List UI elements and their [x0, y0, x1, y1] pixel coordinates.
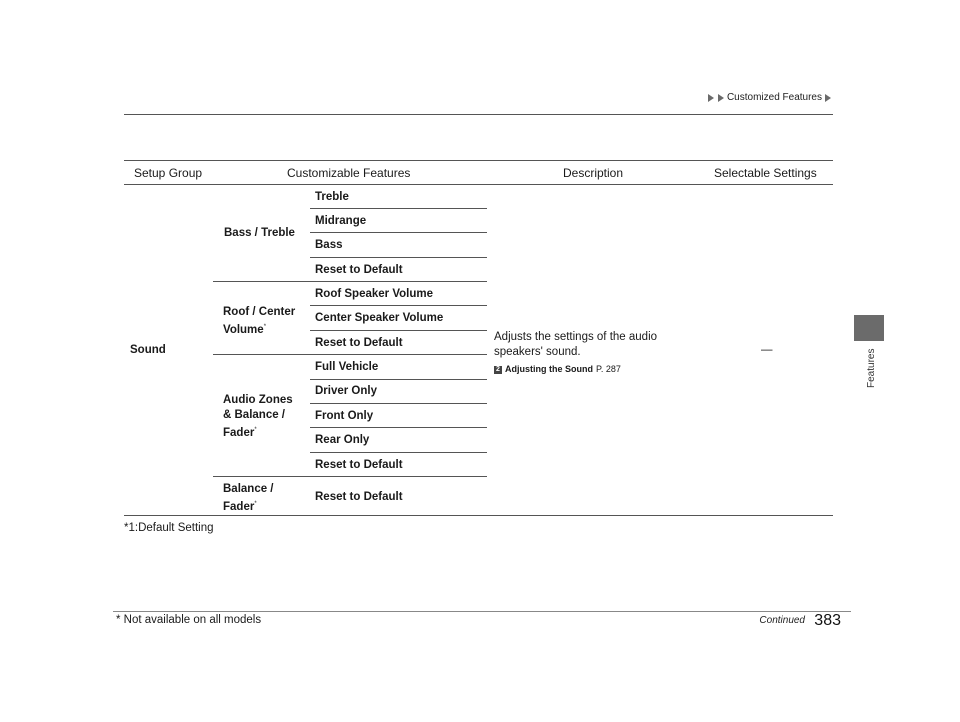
item-roof-speaker-volume: Roof Speaker Volume — [315, 288, 434, 300]
item-treble: Treble — [315, 191, 349, 203]
footer-rule — [113, 611, 851, 612]
item-reset-default: Reset to Default — [315, 459, 403, 471]
row-rule — [310, 305, 487, 306]
row-rule — [310, 330, 487, 331]
reference-icon: 2 — [494, 366, 502, 374]
item-front-only: Front Only — [315, 410, 374, 422]
footnote: *1:Default Setting — [124, 522, 214, 534]
reference-title[interactable]: Adjusting the Sound — [505, 364, 593, 374]
header-selectable-settings: Selectable Settings — [714, 166, 817, 180]
section-tab-label: Features — [866, 348, 877, 388]
group-rule — [213, 476, 487, 477]
table-bottom-rule — [124, 515, 833, 516]
page-number: 383 — [814, 612, 841, 629]
header-customizable-features: Customizable Features — [287, 166, 411, 180]
reference-page[interactable]: P. 287 — [596, 364, 621, 374]
row-rule — [310, 257, 487, 258]
continued-label: Continued — [759, 615, 805, 626]
subgroup-audio-zones: Audio Zones & Balance / Fader* — [223, 394, 293, 439]
row-rule — [310, 452, 487, 453]
section-tab — [854, 315, 884, 341]
item-driver-only: Driver Only — [315, 385, 377, 397]
row-rule — [310, 208, 487, 209]
description-cell — [494, 330, 689, 377]
item-full-vehicle: Full Vehicle — [315, 361, 379, 373]
header-setup-group: Setup Group — [134, 166, 203, 180]
item-reset-default: Reset to Default — [315, 491, 403, 503]
subgroup-balance-fader: Balance / Fader* — [223, 483, 274, 513]
description-text: Adjusts the settings of the audio speakers' sound. — [494, 331, 658, 358]
item-reset-default: Reset to Default — [315, 264, 403, 276]
subgroup-roof-center-volume: Roof / Center Volume* — [223, 306, 296, 336]
row-rule — [310, 427, 487, 428]
header-description: Description — [563, 166, 624, 180]
arrow-icon — [708, 94, 714, 102]
row-rule — [310, 379, 487, 380]
selectable-settings-value: — — [761, 344, 773, 356]
item-reset-default: Reset to Default — [315, 337, 403, 349]
item-midrange: Midrange — [315, 215, 367, 227]
item-bass: Bass — [315, 239, 343, 251]
group-rule — [213, 354, 487, 355]
arrow-icon — [825, 94, 831, 102]
group-rule — [213, 281, 487, 282]
availability-note: * Not available on all models — [116, 614, 262, 626]
row-rule — [310, 403, 487, 404]
group-sound: Sound — [130, 344, 166, 356]
breadcrumb — [707, 92, 832, 103]
subgroup-bass-treble: Bass / Treble — [224, 227, 295, 239]
item-rear-only: Rear Only — [315, 434, 370, 446]
item-center-speaker-volume: Center Speaker Volume — [315, 312, 444, 324]
breadcrumb-label[interactable]: Customized Features — [726, 92, 822, 103]
header-divider — [124, 114, 833, 115]
table-top-rule — [124, 160, 833, 161]
cross-reference[interactable] — [494, 362, 689, 377]
arrow-icon — [718, 94, 724, 102]
row-rule — [310, 232, 487, 233]
header-rule — [124, 184, 833, 185]
